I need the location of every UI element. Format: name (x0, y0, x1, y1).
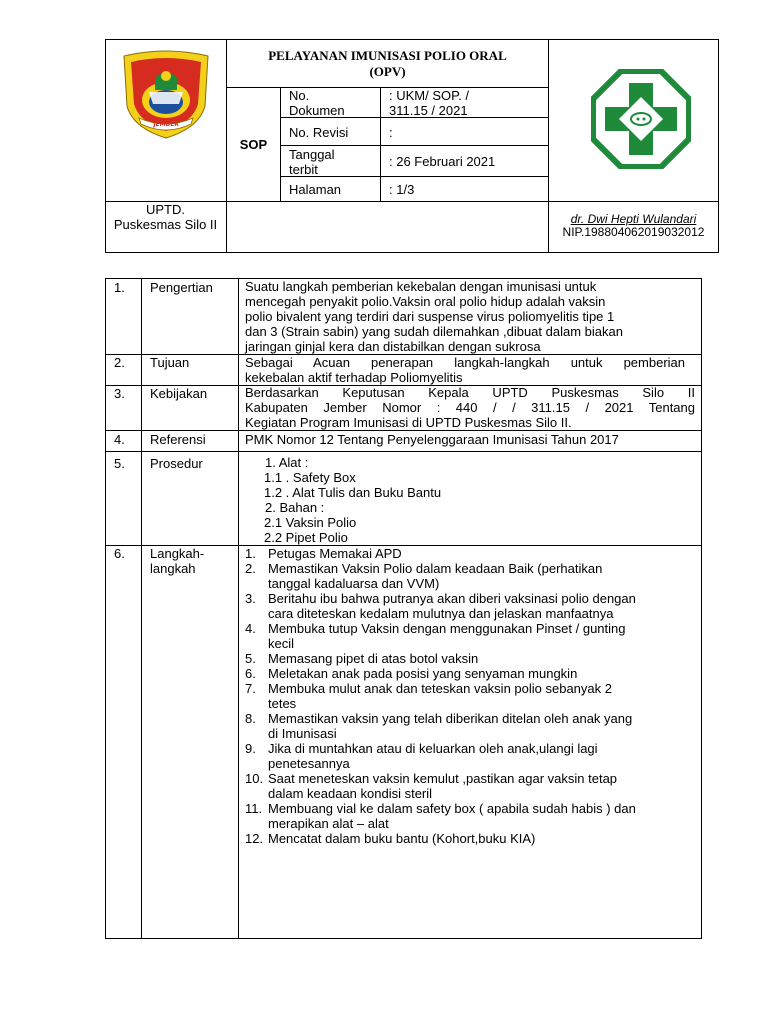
content-line: Sebagai Acuan penerapan langkah-langkah untuk pemberian (245, 355, 685, 370)
signer-nip: NIP.198804062019032012 (562, 225, 705, 239)
step-text: dalam keadaan kondisi steril (268, 786, 433, 801)
document-title-line2: (OPV) (369, 64, 406, 79)
list-item (239, 771, 699, 801)
step-text: Mencatat dalam buku bantu (Kohort,buku KIA) (268, 831, 536, 846)
page-value: : 1/3 (389, 182, 415, 197)
section-content-tujuan (245, 355, 685, 385)
section-number: 2. (114, 355, 125, 370)
section-number: 6. (114, 546, 125, 561)
content-line: jaringan ginjal kera dan distabilkan dengan sukrosa (245, 339, 541, 354)
procedure-line: 1.2 . Alat Tulis dan Buku Bantu (264, 485, 442, 500)
step-text: penetesannya (268, 756, 350, 771)
label-line: Langkah- (150, 546, 205, 561)
procedure-line: 1.1 . Safety Box (264, 470, 356, 485)
section-content-pengertian (245, 279, 685, 354)
step-text: cara diteteskan kedalam mulutnya dan jelaskan manfaatnya (268, 606, 614, 621)
revision-label: No. Revisi (289, 125, 349, 140)
step-text: Membuang vial ke dalam safety box ( apabila sudah habis ) dan (268, 801, 636, 816)
header-divider-sop (280, 87, 281, 201)
section-number: 3. (114, 386, 125, 401)
step-text: di Imunisasi (268, 726, 337, 741)
list-item (239, 591, 699, 621)
content-line: Kabupaten Jember Nomor : 440 / / 311.15 / 2021 Tentang (245, 400, 695, 415)
page-label: Halaman (289, 182, 342, 197)
step-text: Memastikan vaksin yang telah diberikan ditelan oleh anak yang (268, 711, 633, 726)
section-content-kebijakan (245, 385, 695, 430)
section-label-langkah (150, 546, 204, 576)
step-text: Meletakan anak pada posisi yang senyaman mungkin (268, 666, 578, 681)
label-line: langkah (150, 561, 196, 576)
content-line: Suatu langkah pemberian kekebalan dengan imunisasi untuk (245, 279, 597, 294)
content-line: Berdasarkan Keputusan Kepala UPTD Puskesmas Silo II (245, 385, 695, 400)
procedure-line: 1. Alat : (265, 455, 309, 470)
step-number: 9. (245, 741, 256, 756)
jember-shield-logo (119, 48, 213, 140)
header-divider-values (380, 87, 381, 201)
step-text: Saat meneteskan vaksin kemulut ,pastikan agar vaksin tetap (268, 771, 618, 786)
column-divider-number (141, 279, 142, 938)
header-row-separator (281, 145, 548, 146)
section-number: 4. (114, 432, 125, 447)
step-text: Jika di muntahkan atau di keluarkan oleh anak,ulangi lagi (268, 741, 598, 756)
list-item (239, 561, 699, 591)
issue-date-label-2: terbit (289, 162, 318, 177)
section-content-prosedur (265, 455, 665, 545)
procedure-line: 2. Bahan : (265, 500, 325, 515)
header-row-separator (281, 176, 548, 177)
step-text: kecil (268, 636, 295, 651)
step-number: 2. (245, 561, 256, 576)
step-text: tetes (268, 696, 297, 711)
section-label-prosedur: Prosedur (150, 456, 203, 471)
step-number: 1. (245, 546, 256, 561)
content-line: dan 3 (Strain sabin) yang sudah dilemahkan ,dibuat dalam biakan (245, 324, 623, 339)
unit-name-line1: UPTD. (146, 202, 185, 217)
doc-number-label: No. (289, 88, 310, 103)
row-separator (106, 430, 701, 431)
step-text: Memasang pipet di atas botol vaksin (268, 651, 479, 666)
section-label-tujuan: Tujuan (150, 355, 190, 370)
sop-label: SOP (239, 137, 268, 152)
step-number: 4. (245, 621, 256, 636)
issue-date-label: Tanggal (289, 147, 335, 162)
section-label-pengertian: Pengertian (150, 280, 213, 295)
row-separator (106, 451, 701, 452)
list-item (239, 801, 699, 831)
header-border-bottom (105, 252, 719, 253)
list-item (239, 651, 699, 666)
list-item (239, 681, 699, 711)
content-line: polio bivalent yang terdiri dari suspense virus poliomyelitis tipe 1 (245, 309, 615, 324)
content-line: Kegiatan Program Imunisasi di UPTD Puskesmas Silo II. (245, 415, 572, 430)
content-line: mencegah penyakit polio.Vaksin oral polio hidup adalah vaksin (245, 294, 606, 309)
sop-header (105, 39, 719, 253)
unit-name-line2: Puskesmas Silo II (113, 217, 218, 232)
jember-logo-text: JEMBER (153, 121, 179, 128)
list-item (239, 711, 699, 741)
puskesmas-logo (591, 69, 691, 169)
content-line: kekebalan aktif terhadap Poliomyelitis (245, 370, 463, 385)
list-item (239, 666, 699, 681)
step-text: Membuka tutup Vaksin dengan menggunakan Pinset / gunting (268, 621, 626, 636)
section-label-referensi: Referensi (150, 432, 206, 447)
procedure-line: 2.1 Vaksin Polio (264, 515, 357, 530)
doc-number-value: : UKM/ SOP. / (389, 88, 469, 103)
step-number: 11. (245, 801, 263, 816)
step-number: 3. (245, 591, 256, 606)
header-border-right (718, 39, 719, 253)
list-item (239, 831, 699, 846)
procedure-line: 2.2 Pipet Polio (264, 530, 348, 545)
step-text: tanggal kadaluarsa dan VVM) (268, 576, 440, 591)
step-number: 6. (245, 666, 256, 681)
step-number: 7. (245, 681, 256, 696)
header-border-top (105, 39, 719, 40)
doc-number-label-2: Dokumen (289, 103, 345, 118)
revision-value: : (389, 125, 393, 140)
step-text: merapikan alat – alat (268, 816, 389, 831)
list-item (239, 546, 699, 561)
step-number: 5. (245, 651, 256, 666)
section-number: 5. (114, 456, 125, 471)
procedure-table (105, 278, 702, 939)
step-text: Petugas Memakai APD (268, 546, 402, 561)
step-number: 10. (245, 771, 264, 786)
signer-name: dr. Dwi Hepti Wulandari (570, 212, 697, 226)
list-item (239, 621, 699, 651)
step-number: 12. (245, 831, 264, 846)
header-title-separator (227, 87, 548, 88)
step-number: 8. (245, 711, 256, 726)
section-number: 1. (114, 280, 125, 295)
document-title-line1: PELAYANAN IMUNISASI POLIO ORAL (268, 48, 507, 63)
issue-date-value: : 26 Februari 2021 (389, 154, 496, 169)
step-text: Memastikan Vaksin Polio dalam keadaan Baik (perhatikan (268, 561, 603, 576)
section-content-referensi: PMK Nomor 12 Tentang Penyelenggaraan Imunisasi Tahun 2017 (245, 432, 619, 447)
list-item (239, 741, 699, 771)
step-text: Beritahu ibu bahwa putranya akan diberi vaksinasi polio dengan (268, 591, 636, 606)
step-text: Membuka mulut anak dan teteskan vaksin polio sebanyak 2 (268, 681, 612, 696)
steps-list (239, 546, 699, 846)
section-label-kebijakan: Kebijakan (150, 386, 208, 401)
doc-number-value-2: 311.15 / 2021 (389, 103, 468, 118)
